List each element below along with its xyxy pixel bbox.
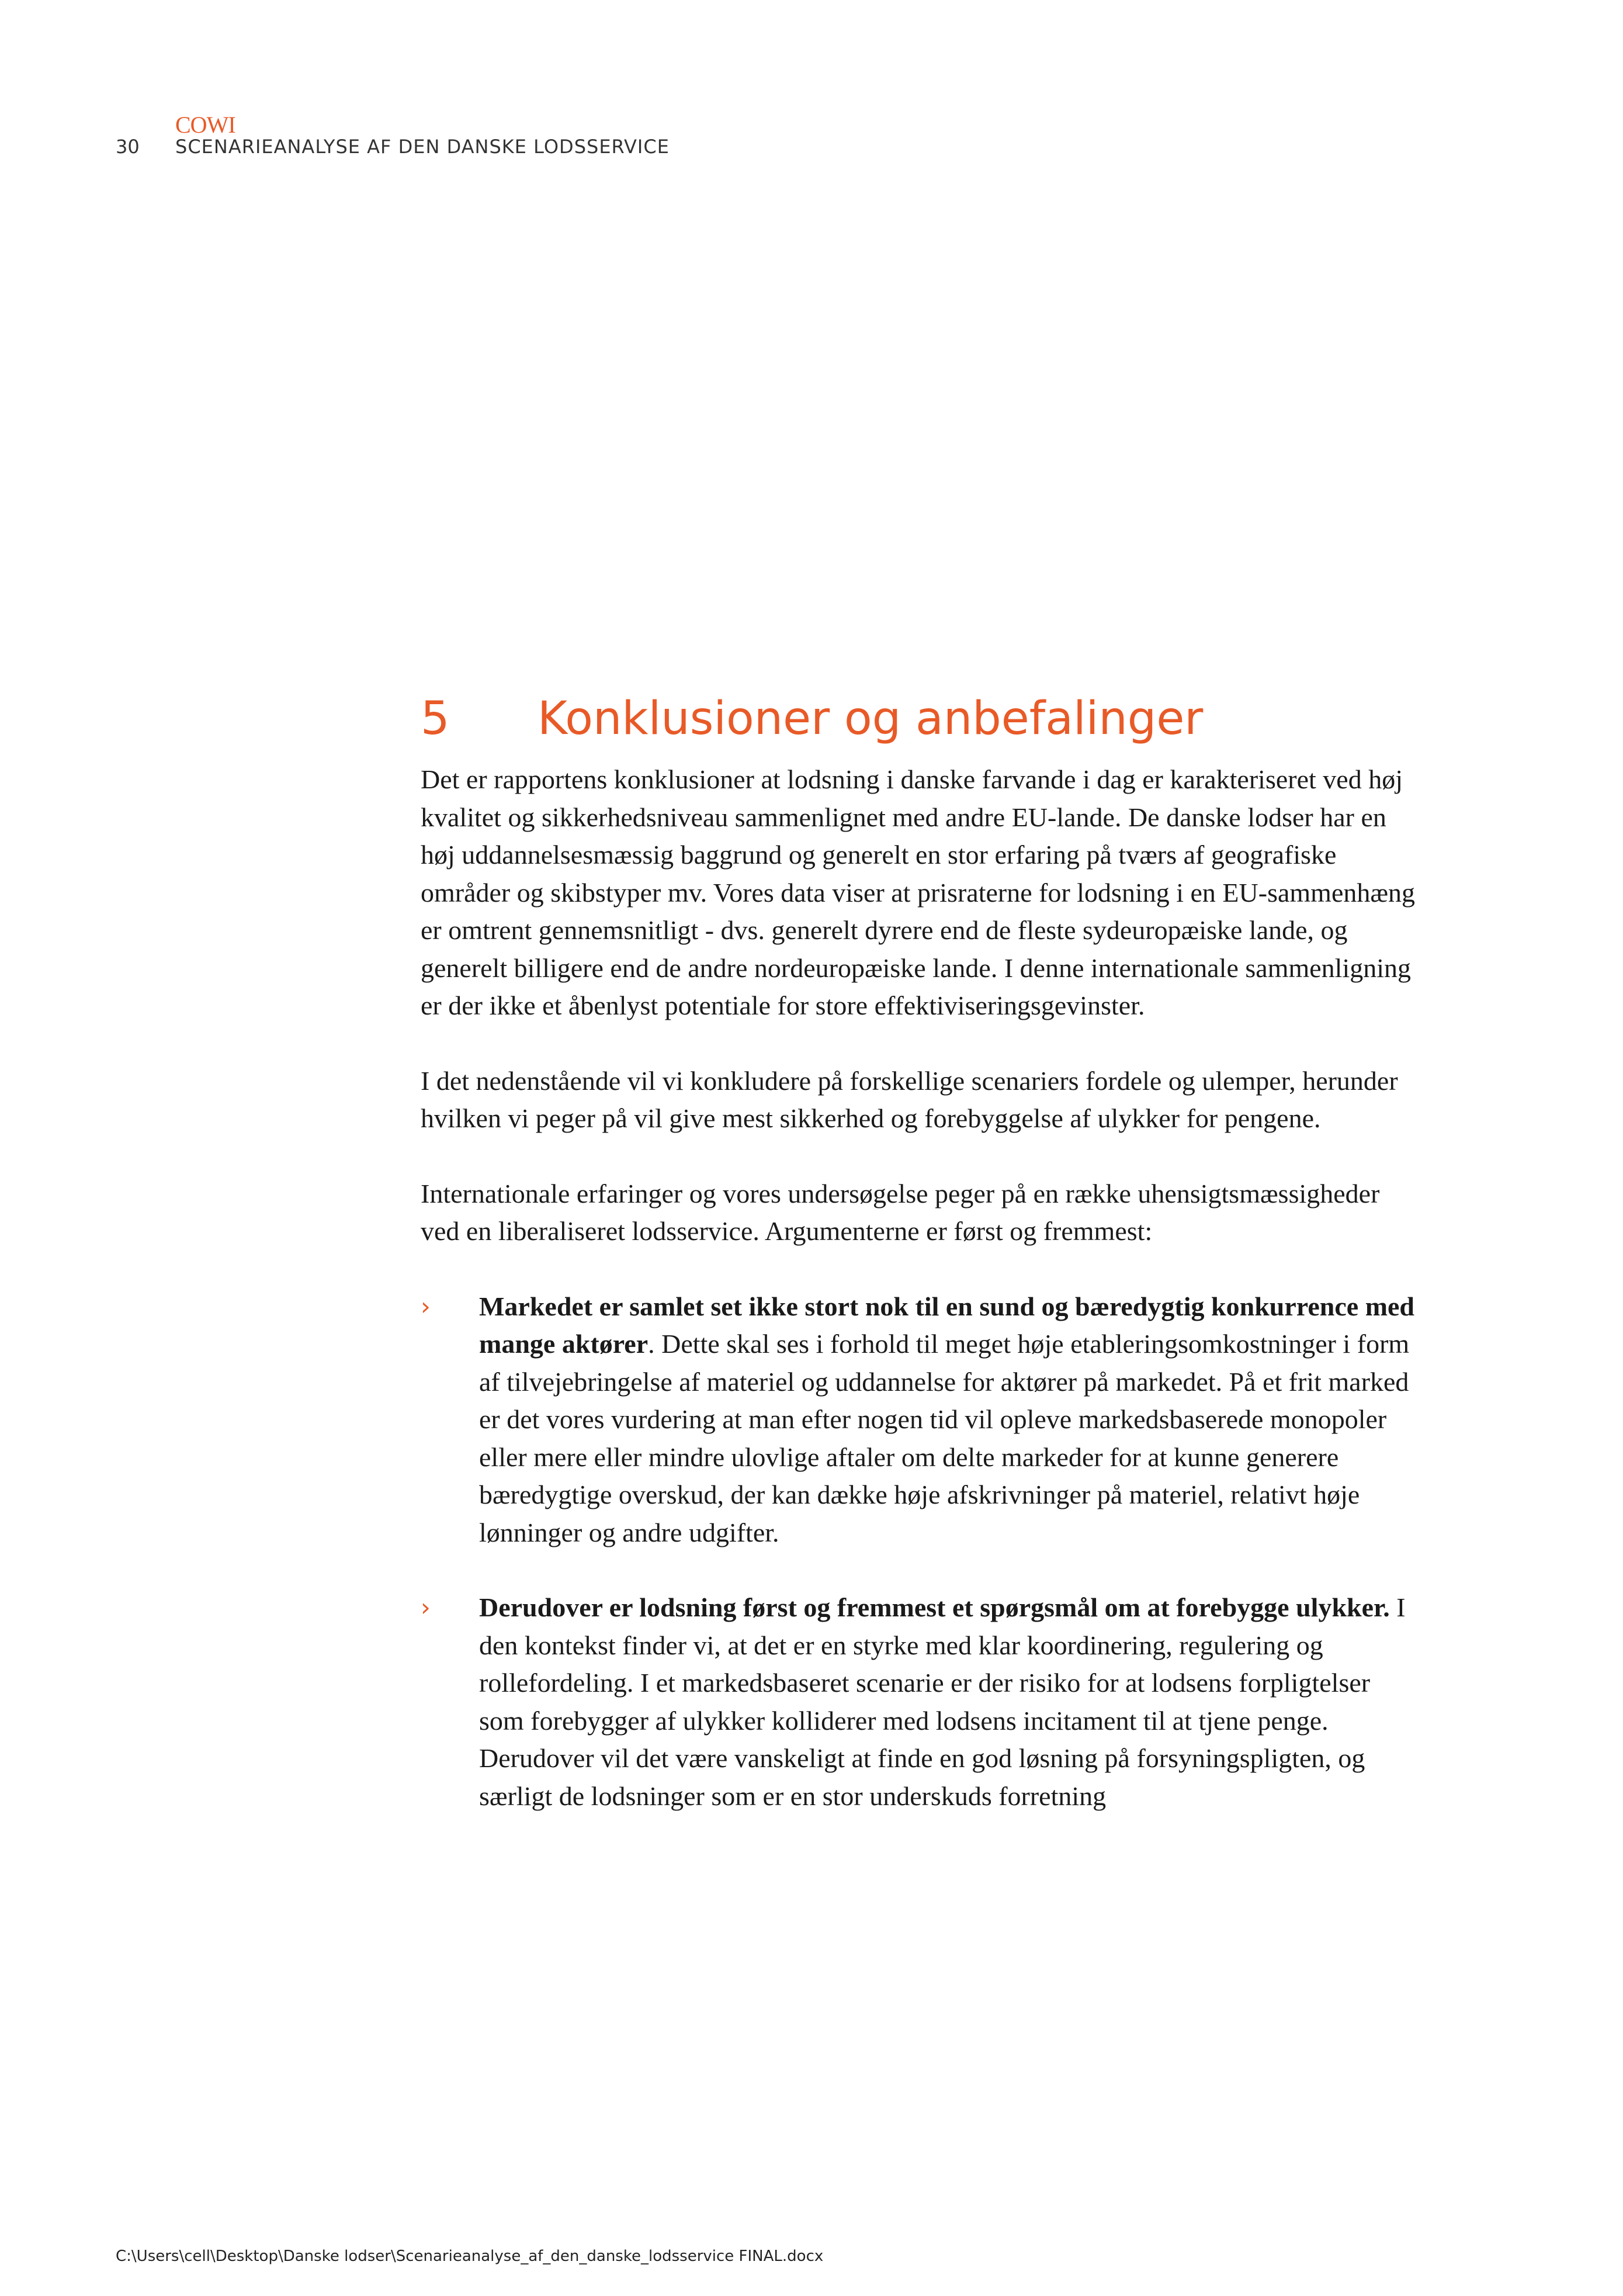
page-number: 30	[116, 136, 140, 158]
chevron-right-icon: ›	[421, 1593, 431, 1622]
section-number: 5	[421, 692, 450, 745]
section-heading	[421, 692, 1203, 745]
bullet-text: . Dette skal ses i forhold til meget høje etableringsomkostninger i form af tilvejebringelse af materiel og uddannelse for aktører på markedet. På et frit marked er det vores vurdering at man efter nogen tid vil opleve markedsbaserede monopoler eller mere eller mindre ulovlige aftaler om delte markeder for at kunne generere bæredygtige overskud, der kan dække høje afskrivninger på materiel, relativt høje lønninger og andre udgifter.	[479, 1329, 1410, 1547]
paragraph-scenarios: I det nedenstående vil vi konkludere på forskellige scenariers fordele og ulemper, herunder hvilken vi peger på vil give mest sikkerhed og forebyggelse af ulykker for pengene.	[421, 1065, 1398, 1133]
list-item	[421, 1288, 1420, 1552]
bullet-text: I den kontekst finder vi, at det er en styrke med klar koordinering, regulering og rollefordeling. I et markedsbaseret scenarie er der risiko for at lodsens forpligtelser som forebygger af ulykker kolliderer med lodsens incitament til at tjene penge. Derudover vil det være vanskeligt at finde en god løsning på forsyningspligten, og særligt de lodsninger som er en stor underskuds forretning	[479, 1592, 1406, 1811]
paragraph-arguments: Internationale erfaringer og vores undersøgelse peger på en række uhensigtsmæssigheder ved en liberaliseret lodsservice. Argumenterne er først og fremmest:	[421, 1178, 1380, 1246]
section-title: Konklusioner og anbefalinger	[537, 692, 1204, 745]
footer-file-path: C:\Users\cell\Desktop\Danske lodser\Scenarieanalyse_af_den_danske_lodsservice FINAL.docx	[116, 2247, 824, 2265]
running-header-title: SCENARIEANALYSE AF DEN DANSKE LODSSERVICE	[175, 136, 670, 158]
chevron-right-icon: ›	[421, 1291, 431, 1321]
argument-list	[421, 1288, 1420, 1816]
cowi-logo: COWI	[175, 112, 235, 138]
bullet-bold-lead: Derudover er lodsning først og fremmest et spørgsmål om at forebygge ulykker.	[479, 1592, 1390, 1622]
body-text	[421, 761, 1420, 1852]
bullet-bold-lead: Markedet er samlet set ikke stort nok til en sund og bæredygtig konkurrence med mange aktører	[479, 1291, 1415, 1359]
paragraph-intro: Det er rapportens konklusioner at lodsning i danske farvande i dag er karakteriseret ved høj kvalitet og sikkerhedsniveau sammenlignet med andre EU-lande. De danske lodser har en høj uddannelsesmæssig baggrund og generelt en stor erfaring på tværs af geografiske områder og skibstyper mv. Vores data viser at prisraterne for lodsning i en EU-sammenhæng er omtrent gennemsnitligt - dvs. generelt dyrere end de fleste sydeuropæiske lande, og generelt billigere end de andre nordeuropæiske lande. I denne internationale sammenligning er der ikke et åbenlyst potentiale for store effektiviseringsgevinster.	[421, 764, 1416, 1020]
list-item	[421, 1589, 1420, 1815]
